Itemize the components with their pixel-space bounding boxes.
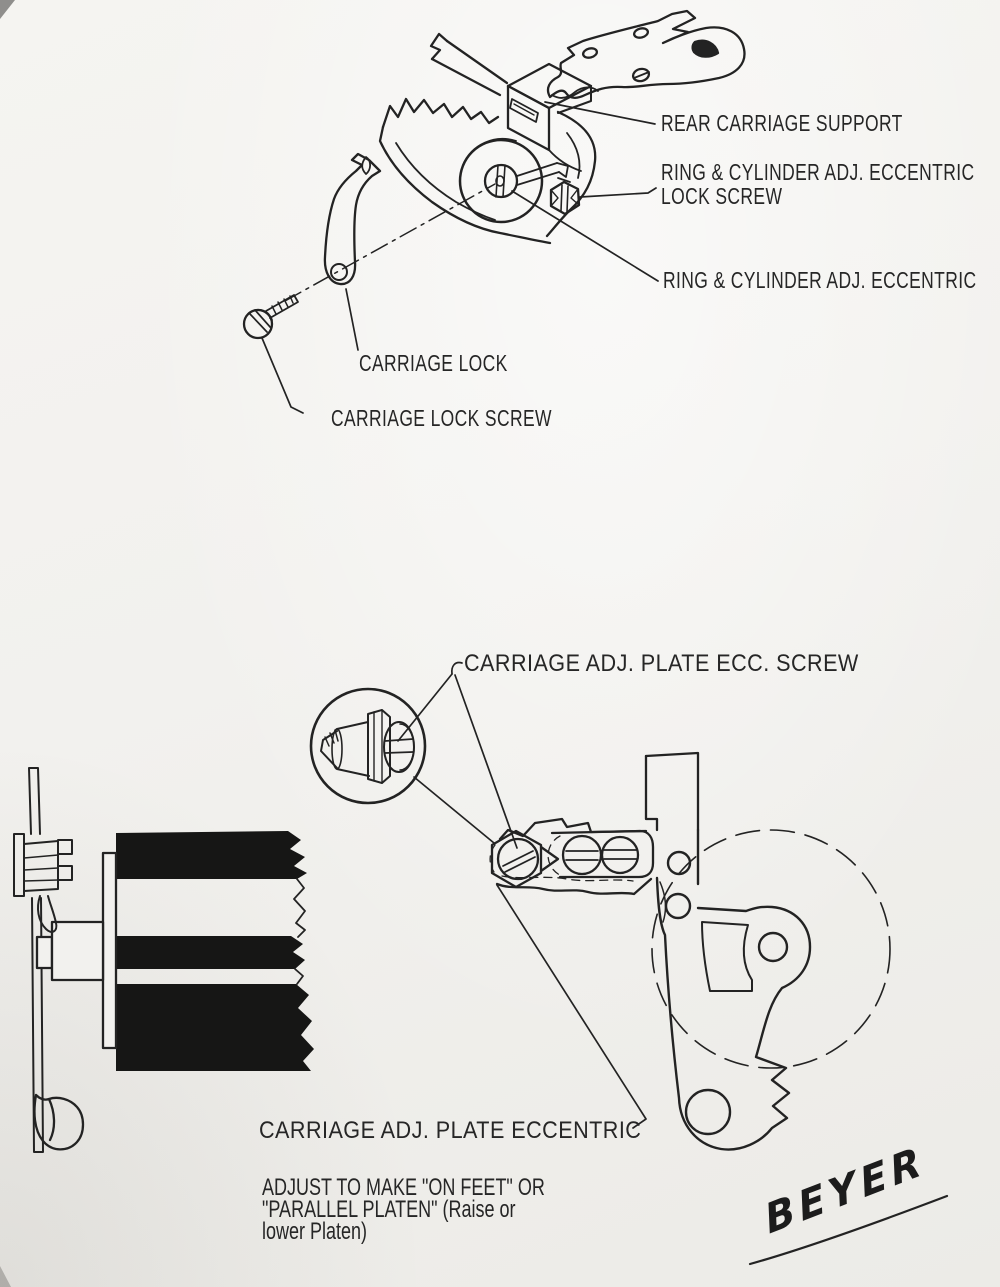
label-carriage-lock: CARRIAGE LOCK — [359, 350, 508, 376]
magnified-eccentric-screw — [321, 710, 414, 783]
carriage-lock-screw-part — [244, 295, 298, 338]
adjustment-note-line2: "PARALLEL PLATEN" (Raise or — [262, 1196, 516, 1223]
rear-carriage-support-block — [508, 64, 591, 150]
platen-end-strip — [37, 853, 116, 1048]
axis-dash-dot-line — [285, 184, 495, 301]
label-ring-cylinder-lock-screw-line2: LOCK SCREW — [661, 183, 783, 209]
label-ring-cylinder-lock-screw-line1: RING & CYLINDER ADJ. ECCENTRIC — [661, 159, 975, 185]
adjustment-note-line3: lower Platen) — [262, 1218, 368, 1245]
scan-artifacts — [0, 0, 15, 1287]
side-view-screw-bracket — [14, 834, 72, 932]
carriage-adj-plate — [657, 830, 810, 1150]
label-ring-cylinder-eccentric: RING & CYLINDER ADJ. ECCENTRIC — [663, 267, 977, 293]
ring-cylinder-eccentric-disc — [460, 139, 568, 222]
carriage-rail — [431, 34, 507, 95]
lock-screw — [551, 178, 579, 214]
label-carriage-lock-screw: CARRIAGE LOCK SCREW — [331, 405, 552, 431]
frame-post — [646, 753, 698, 830]
beyer-signature: BEYER — [760, 1137, 930, 1244]
label-carriage-adj-plate-ecc-screw: CARRIAGE ADJ. PLATE ECC. SCREW — [464, 650, 859, 677]
platen-silhouette — [116, 831, 314, 1071]
label-ring-cylinder-lock-screw — [661, 160, 974, 208]
adjustment-note-line1: ADJUST TO MAKE "ON FEET" OR — [262, 1174, 545, 1201]
platen-dashed-circle — [652, 830, 890, 1068]
label-carriage-adj-plate-eccentric: CARRIAGE ADJ. PLATE ECCENTRIC — [259, 1117, 642, 1144]
bottom-leader-lines — [398, 663, 646, 1128]
magnifier-detail — [311, 689, 425, 803]
label-rear-carriage-support: REAR CARRIAGE SUPPORT — [661, 110, 903, 136]
broken-casting — [362, 99, 550, 243]
support-plate — [548, 11, 744, 98]
adjustment-note — [262, 1174, 545, 1245]
carriage-lock-lever — [325, 154, 380, 284]
